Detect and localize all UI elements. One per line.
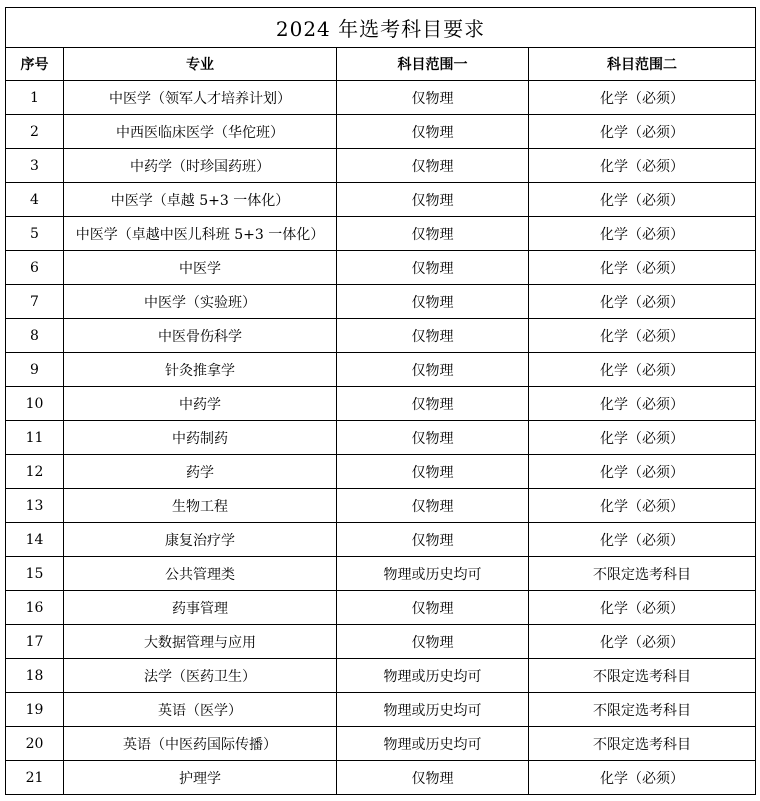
cell-scope-one: 仅物理 <box>337 149 529 183</box>
cell-index: 11 <box>6 421 64 455</box>
cell-major: 中医骨伤科学 <box>64 319 337 353</box>
header-index: 序号 <box>6 48 64 81</box>
table-row <box>6 761 756 795</box>
table-row <box>6 455 756 489</box>
cell-major: 中医学（领军人才培养计划） <box>64 81 337 115</box>
cell-major: 药学 <box>64 455 337 489</box>
cell-index: 13 <box>6 489 64 523</box>
cell-major: 药事管理 <box>64 591 337 625</box>
cell-major: 康复治疗学 <box>64 523 337 557</box>
cell-major: 中医学（实验班） <box>64 285 337 319</box>
cell-scope-one: 仅物理 <box>337 115 529 149</box>
cell-index: 2 <box>6 115 64 149</box>
cell-major: 中药学 <box>64 387 337 421</box>
cell-index: 16 <box>6 591 64 625</box>
cell-major: 英语（中医药国际传播） <box>64 727 337 761</box>
subject-requirements-table <box>5 7 756 795</box>
cell-index: 19 <box>6 693 64 727</box>
cell-scope-one: 仅物理 <box>337 421 529 455</box>
cell-major: 针灸推拿学 <box>64 353 337 387</box>
header-row <box>6 48 756 81</box>
cell-scope-one: 仅物理 <box>337 591 529 625</box>
cell-scope-one: 仅物理 <box>337 251 529 285</box>
table-row <box>6 421 756 455</box>
cell-index: 7 <box>6 285 64 319</box>
table-row <box>6 489 756 523</box>
table-row <box>6 591 756 625</box>
cell-scope-two: 不限定选考科目 <box>529 557 756 591</box>
cell-scope-two: 不限定选考科目 <box>529 727 756 761</box>
cell-scope-one: 仅物理 <box>337 319 529 353</box>
table-row <box>6 659 756 693</box>
cell-scope-one: 仅物理 <box>337 455 529 489</box>
cell-major: 中医学（卓越 5+3 一体化） <box>64 183 337 217</box>
cell-major: 英语（医学） <box>64 693 337 727</box>
cell-index: 15 <box>6 557 64 591</box>
header-major: 专业 <box>64 48 337 81</box>
cell-scope-two: 化学（必须） <box>529 115 756 149</box>
cell-scope-two: 化学（必须） <box>529 625 756 659</box>
cell-index: 12 <box>6 455 64 489</box>
cell-major: 中药学（时珍国药班） <box>64 149 337 183</box>
cell-index: 4 <box>6 183 64 217</box>
cell-index: 8 <box>6 319 64 353</box>
cell-scope-two: 化学（必须） <box>529 489 756 523</box>
cell-scope-two: 化学（必须） <box>529 251 756 285</box>
table-row <box>6 557 756 591</box>
table-row <box>6 217 756 251</box>
table-row <box>6 251 756 285</box>
cell-index: 1 <box>6 81 64 115</box>
table-row <box>6 625 756 659</box>
cell-major: 生物工程 <box>64 489 337 523</box>
cell-index: 20 <box>6 727 64 761</box>
cell-scope-one: 仅物理 <box>337 353 529 387</box>
cell-scope-two: 化学（必须） <box>529 81 756 115</box>
header-scope-two: 科目范围二 <box>529 48 756 81</box>
table-row <box>6 727 756 761</box>
cell-major: 中西医临床医学（华佗班） <box>64 115 337 149</box>
title-row <box>6 8 756 48</box>
cell-scope-one: 仅物理 <box>337 625 529 659</box>
cell-scope-two: 化学（必须） <box>529 319 756 353</box>
header-scope-one: 科目范围一 <box>337 48 529 81</box>
cell-scope-one: 仅物理 <box>337 217 529 251</box>
cell-index: 3 <box>6 149 64 183</box>
table-row <box>6 115 756 149</box>
cell-scope-one: 仅物理 <box>337 387 529 421</box>
cell-major: 大数据管理与应用 <box>64 625 337 659</box>
cell-major: 中医学 <box>64 251 337 285</box>
cell-scope-two: 化学（必须） <box>529 523 756 557</box>
table-row <box>6 285 756 319</box>
cell-scope-two: 不限定选考科目 <box>529 693 756 727</box>
cell-scope-one: 物理或历史均可 <box>337 693 529 727</box>
cell-scope-two: 化学（必须） <box>529 285 756 319</box>
cell-scope-two: 化学（必须） <box>529 149 756 183</box>
requirements-document <box>5 7 755 795</box>
cell-scope-two: 化学（必须） <box>529 455 756 489</box>
cell-major: 护理学 <box>64 761 337 795</box>
table-title: 2024 年选考科目要求 <box>6 8 756 48</box>
cell-index: 14 <box>6 523 64 557</box>
cell-index: 18 <box>6 659 64 693</box>
cell-scope-two: 化学（必须） <box>529 421 756 455</box>
cell-scope-two: 化学（必须） <box>529 183 756 217</box>
cell-index: 6 <box>6 251 64 285</box>
cell-major: 公共管理类 <box>64 557 337 591</box>
cell-index: 5 <box>6 217 64 251</box>
table-row <box>6 523 756 557</box>
table-row <box>6 387 756 421</box>
cell-scope-one: 物理或历史均可 <box>337 557 529 591</box>
table-row <box>6 81 756 115</box>
cell-scope-one: 物理或历史均可 <box>337 659 529 693</box>
cell-scope-two: 化学（必须） <box>529 353 756 387</box>
cell-index: 9 <box>6 353 64 387</box>
cell-scope-one: 仅物理 <box>337 81 529 115</box>
cell-scope-one: 仅物理 <box>337 285 529 319</box>
table-row <box>6 183 756 217</box>
cell-major: 法学（医药卫生） <box>64 659 337 693</box>
cell-scope-one: 仅物理 <box>337 183 529 217</box>
cell-index: 17 <box>6 625 64 659</box>
cell-scope-two: 不限定选考科目 <box>529 659 756 693</box>
cell-major: 中药制药 <box>64 421 337 455</box>
cell-scope-one: 仅物理 <box>337 489 529 523</box>
cell-scope-two: 化学（必须） <box>529 761 756 795</box>
table-row <box>6 693 756 727</box>
table-row <box>6 149 756 183</box>
table-row <box>6 319 756 353</box>
cell-index: 21 <box>6 761 64 795</box>
cell-major: 中医学（卓越中医儿科班 5+3 一体化） <box>64 217 337 251</box>
cell-scope-two: 化学（必须） <box>529 217 756 251</box>
cell-scope-one: 物理或历史均可 <box>337 727 529 761</box>
cell-scope-one: 仅物理 <box>337 761 529 795</box>
cell-scope-one: 仅物理 <box>337 523 529 557</box>
cell-scope-two: 化学（必须） <box>529 591 756 625</box>
cell-scope-two: 化学（必须） <box>529 387 756 421</box>
cell-index: 10 <box>6 387 64 421</box>
table-row <box>6 353 756 387</box>
